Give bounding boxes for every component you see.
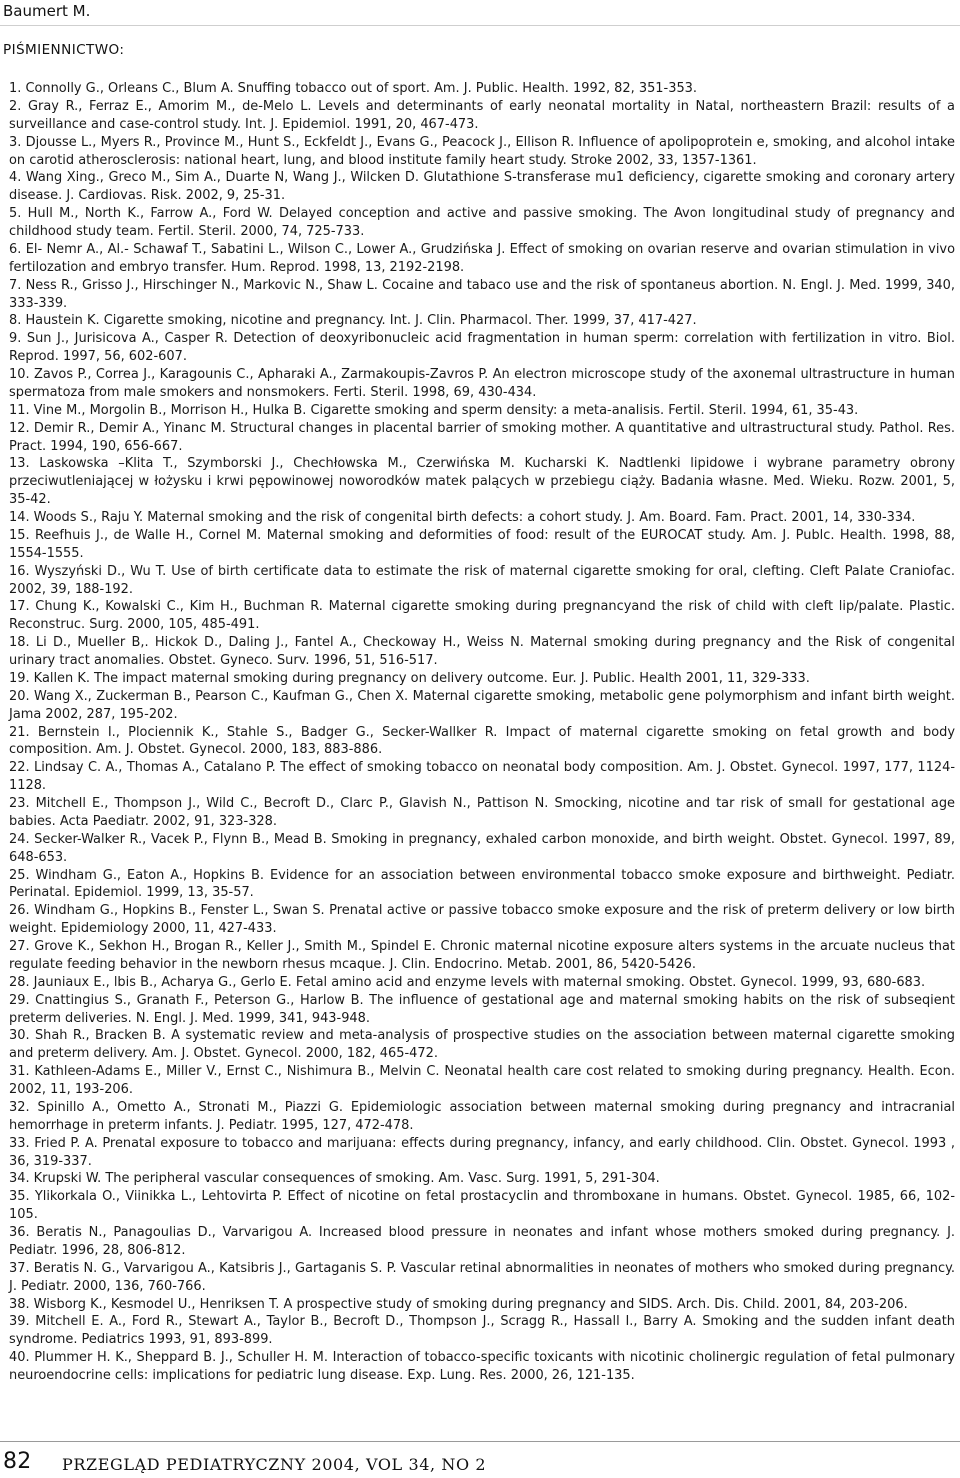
footer-rule (0, 1441, 960, 1442)
reference-item: 16. Wyszyński D., Wu T. Use of birth certificate data to estimate the risk of maternal cigarette smoking for oral, clefting. Cleft Palate Craniofac. 2002, 39, 188-192. (9, 563, 955, 597)
reference-item: 40. Plummer H. K., Sheppard B. J., Schuller H. M. Interaction of tobacco-specific toxicants with nicotinic cholinergic regulation of fetal pulmonary neuroendocrine cells: implications for pediatric lung disease. Exp. Lung. Res. 2000, 26, 121-135. (9, 1350, 955, 1383)
reference-item: 39. Mitchell E. A., Ford R., Stewart A., Taylor B., Becroft D., Thompson J., Scragg R., Hassall I., Barry A. Smoking and the sudden infant death syndrome. Pediatrics 1993, 91, 893-899. (9, 1314, 955, 1348)
reference-item: 30. Shah R., Bracken B. A systematic review and meta-analysis of prospective studies on the association between maternal cigarette smoking and preterm delivery. Am. J. Obstet. Gynecol. 2000, 182, 465-472. (9, 1028, 955, 1062)
reference-item: 7. Ness R., Grisso J., Hirschinger N., Markovic N., Shaw L. Cocaine and tabaco use and the risk of spontaneus abortion. N. Engl. J. Med. 1999, 340, 333-339. (9, 277, 955, 311)
reference-item: 36. Beratis N., Panagoulias D., Varvarigou A. Increased blood pressure in neonates and infant whose mothers smoked during pregnancy. J. Pediatr. 1996, 28, 806-812. (9, 1225, 955, 1258)
reference-item: 14. Woods S., Raju Y. Maternal smoking and the risk of congenital birth defects: a cohort study. J. Am. Board. Fam. Pract. 2001, 14, 330-334. (9, 510, 916, 525)
reference-item: 21. Bernstein I., Plociennik K., Stahle S., Badger G., Secker-Wallker R. Impact of maternal cigarette smoking on fetal growth and body composition. Am. J. Obstet. Gynecol. 2000, 183, 883-886. (9, 724, 955, 758)
reference-item: 18. Li D., Mueller B,. Hickok D., Daling J., Fantel A., Checkoway H., Weiss N. Maternal smoking during pregnancy and the Risk of congenital urinary tract anomalies. Obstet. Gyneco. Surv. 1996, 51, 516-517. (9, 635, 955, 668)
reference-item: 26. Windham G., Hopkins B., Fenster L., Swan S. Prenatal active or passive tobacco smoke exposure and the risk of preterm delivery or low birth weight. Epidemiology 2000, 11, 427-433. (9, 903, 955, 937)
reference-item: 12. Demir R., Demir A., Yinanc M. Structural changes in placental barrier of smoking mother. A quantitative and ultrastructural study. Pathol. Res. Pract. 1994, 190, 656-667. (9, 420, 955, 454)
reference-item: 35. Ylikorkala O., Viinikka L., Lehtovirta P. Effect of nicotine on fetal prostacyclin and thromboxane in humans. Obstet. Gynecol. 1985, 66, 102-105. (9, 1189, 955, 1223)
reference-item: 29. Cnattingius S., Granath F., Peterson G., Harlow B. The influence of gestational age and maternal smoking habits on the risk of subseqient preterm deliveries. N. Engl. J. Med. 1999, 341, 943-948. (9, 992, 955, 1026)
reference-item: 24. Secker-Walker R., Vacek P., Flynn B., Mead B. Smoking in pregnancy, exhaled carbon monoxide, and birth weight. Obstet. Gynecol. 1997, 89, 648-653. (9, 831, 955, 865)
reference-item: 32. Spinillo A., Ometto A., Stronati M., Piazzi G. Epidemiologic association between maternal smoking during pregnancy and intracranial hemorrhage in preterm infants. J. Pediatr. 1995, 127, 472-478. (9, 1099, 955, 1133)
reference-item: 34. Krupski W. The peripheral vascular consequences of smoking. Am. Vasc. Surg. 1991, 5, 291-304. (9, 1171, 660, 1187)
reference-item: 38. Wisborg K., Kesmodel U., Henriksen T. A prospective study of smoking during pregnancy and SIDS. Arch. Dis. Child. 2001, 84, 203-206. (9, 1296, 908, 1312)
reference-item: 15. Reefhuis J., de Walle H., Cornel M. Maternal smoking and deformities of food: result of the EUROCAT study. Am. J. Publc. Health. 1998, 88, 1554-1555. (9, 527, 955, 561)
running-head: Baumert M. (3, 2, 91, 20)
reference-item: 4. Wang Xing., Greco M., Sim A., Duarte N, Wang J., Wilcken D. Glutathione S-transferase mu1 deficiency, cigarette smoking and coronary artery disease. J. Cardiovas. Risk. 2002, 9, 25-31. (9, 170, 955, 204)
section-title: PIŚMIENNICTWO: (3, 42, 125, 58)
reference-item: 3. Djousse L., Myers R., Province M., Hunt S., Eckfeldt J., Evans G., Peacock J., Ellison R. Influence of apolipoprotein e, smoking, and alcohol intake on carotid atherosclerosis: national heart, lung, and blood institute family heart study. Stroke 2002, 33, 1357-1361. (9, 134, 955, 168)
reference-item: 33. Fried P. A. Prenatal exposure to tobacco and marijuana: effects during pregnancy, infancy, and early childhood. Clin. Obstet. Gynecol. 1993 , 36, 319-337. (9, 1135, 955, 1169)
journal-footer: PRZEGLĄD PEDIATRYCZNY 2004, VOL 34, NO 2 (62, 1455, 487, 1474)
reference-item: 13. Laskowska –Klita T., Szymborski J., Chechłowska M., Czerwińska M. Kucharski K. Nadtlenki lipidowe i wybrane parametry obrony przeciwutleniającej w łożysku i krwi pępowinowej noworodków matek palących w przebiegu ciąży. Badania własne. Med. Wieku. Rozw. 2001, 5, 35-42. (9, 456, 955, 508)
reference-item: 5. Hull M., North K., Farrow A., Ford W. Delayed conception and active and passive smoking. The Avon longitudinal study of pregnancy and childhood study team. Fertil. Steril. 2000, 74, 725-733. (9, 206, 955, 239)
reference-item: 31. Kathleen-Adams E., Miller V., Ernst C., Nishimura B., Melvin C. Neonatal health care cost related to smoking during pregnancy. Health. Econ. 2002, 11, 193-206. (9, 1064, 955, 1097)
reference-item: 8. Haustein K. Cigarette smoking, nicotine and pregnancy. Int. J. Clin. Pharmacol. Ther. 1999, 37, 417-427. (9, 313, 697, 329)
reference-item: 9. Sun J., Jurisicova A., Casper R. Detection of deoxyribonucleic acid fragmentation in human sperm: correlation with fertilization in vitro. Biol. Reprod. 1997, 56, 602-607. (9, 331, 955, 365)
reference-item: 10. Zavos P., Correa J., Karagounis C., Apharaki A., Zarmakoupis-Zavros P. An electron microscope study of the axonemal ultrastructure in human spermatoza from male smokers and nonsmokers. Ferti. Steril. 1998, 69, 430-434. (9, 367, 955, 400)
reference-item: 22. Lindsay C. A., Thomas A., Catalano P. The effect of smoking tobacco on neonatal body composition. Am. J. Obstet. Gynecol. 1997, 177, 1124-1128. (9, 760, 955, 794)
reference-item: 23. Mitchell E., Thompson J., Wild C., Becroft D., Clarc P., Glavish N., Pattison N. Smocking, nicotine and tar risk of small for gestational age babies. Acta Paediatr. 2002, 91, 323-328. (9, 796, 955, 829)
reference-item: 25. Windham G., Eaton A., Hopkins B. Evidence for an association between environmental tobacco smoke exposure and birthweight. Pediatr. Perinatal. Epidemiol. 1999, 13, 35-57. (9, 867, 955, 901)
reference-item: 19. Kallen K. The impact maternal smoking during pregnancy on delivery outcome. Eur. J. Public. Health 2001, 11, 329-333. (9, 670, 810, 686)
reference-item: 28. Jauniaux E., lbis B., Acharya G., Gerlo E. Fetal amino acid and enzyme levels with maternal smoking. Obstet. Gynecol. 1999, 93, 680-683. (9, 974, 926, 990)
reference-item: 2. Gray R., Ferraz E., Amorim M., de-Melo L. Levels and determinants of early neonatal mortality in Natal, northeastern Brazil: results of a surveillance and case-control study. Int. J. Epidemiol. 1991, 20, 467-473. (9, 98, 955, 132)
reference-item: 37. Beratis N. G., Varvarigou A., Katsibris J., Gartaganis S. P. Vascular retinal abnormalities in neonates of mothers who smoked during pregnancy. J. Pediatr. 2000, 136, 760-766. (9, 1260, 955, 1294)
reference-item: 1. Connolly G., Orleans C., Blum A. Snuffing tobacco out of sport. Am. J. Public. Health. 1992, 82, 351-353. (9, 81, 698, 96)
page-number: 82 (3, 1449, 32, 1474)
header-rule (0, 25, 960, 26)
reference-item: 20. Wang X., Zuckerman B., Pearson C., Kaufman G., Chen X. Maternal cigarette smoking, metabolic gene polymorphism and infant birth weight. Jama 2002, 287, 195-202. (9, 688, 955, 722)
reference-list (9, 80, 955, 1385)
reference-item: 6. El- Nemr A., Al.- Schawaf T., Sabatini L., Wilson C., Lower A., Grudzińska J. Effect of smoking on ovarian reserve and ovarian stimulation in vivo fertilozation and embryo transfer. Hum. Reprod. 1998, 13, 2192-2198. (9, 241, 955, 275)
reference-item: 27. Grove K., Sekhon H., Brogan R., Keller J., Smith M., Spindel E. Chronic maternal nicotine exposure alters systems in the arcuate nucleus that regulate feeding behavior in the newborn rhesus mcaque. J. Clin. Endocrino. Metab. 2001, 86, 5420-5426. (9, 939, 955, 972)
reference-item: 17. Chung K., Kowalski C., Kim H., Buchman R. Maternal cigarette smoking during pregnancyand the risk of child with cleft lip/palate. Plastic. Reconstruc. Surg. 2000, 105, 485-491. (9, 599, 955, 633)
reference-item: 11. Vine M., Morgolin B., Morrison H., Hulka B. Cigarette smoking and sperm density: a meta-analisis. Fertil. Steril. 1994, 61, 35-43. (9, 402, 859, 418)
